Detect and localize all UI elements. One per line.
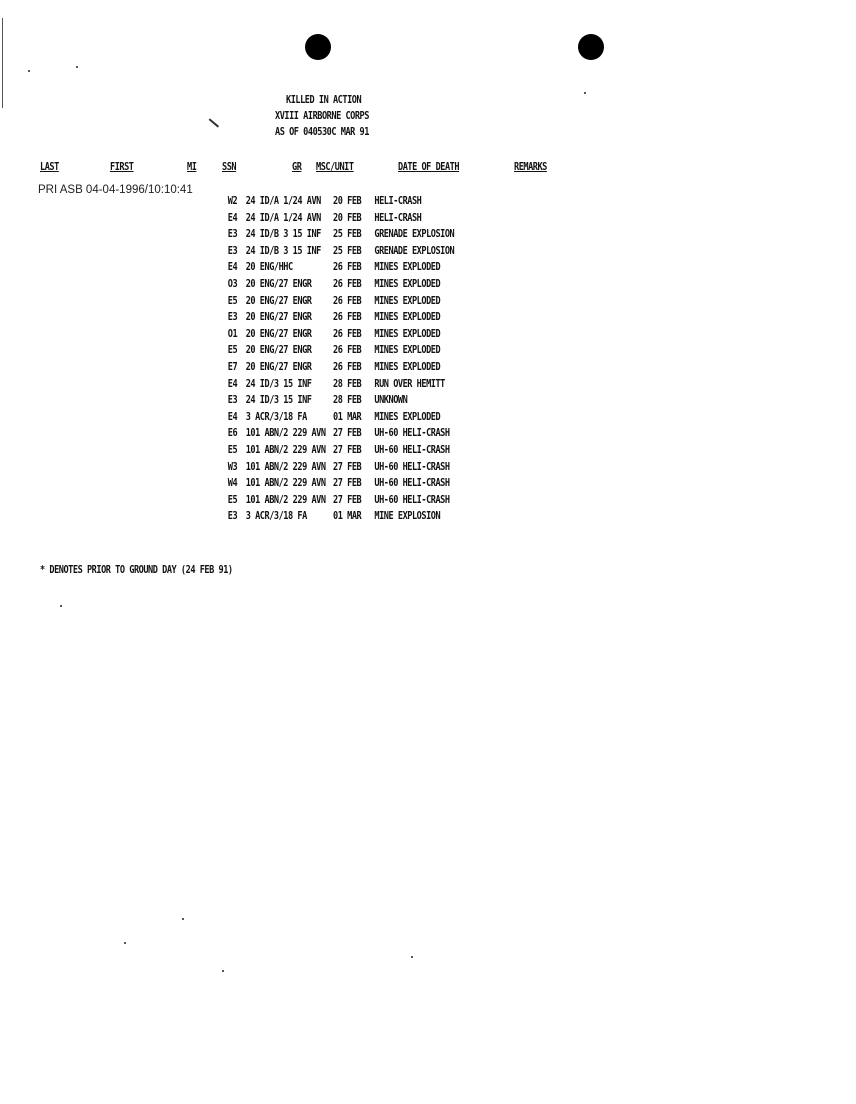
unit-line: XVIII AIRBORNE CORPS — [275, 109, 369, 122]
cell-grade: E3 — [227, 509, 238, 523]
cell-unit: 24 ID/3 15 INF — [245, 376, 312, 390]
cell-unit: 101 ABN/2 229 AVN — [245, 443, 326, 456]
cell-unit: 24 ID/B 3 15 INF — [245, 227, 321, 241]
cell-grade: E3 — [227, 310, 238, 324]
cell-unit: 24 ID/A 1/24 AVN — [245, 210, 321, 224]
cell-remarks: UH-60 HELI-CRASH — [374, 476, 450, 490]
cell-grade: O3 — [227, 277, 238, 290]
col-date-of-death: DATE OF DEATH — [398, 160, 460, 173]
cell-remarks: MINES EXPLODED — [374, 409, 441, 423]
col-gr: GR — [292, 160, 302, 173]
cell-unit: 3 ACR/3/18 FA — [245, 509, 307, 523]
cell-remarks: MINES EXPLODED — [374, 310, 441, 324]
cell-date: 27 FEB — [333, 492, 362, 506]
cell-unit: 24 ID/A 1/24 AVN — [245, 194, 321, 207]
cell-unit: 101 ABN/2 229 AVN — [245, 426, 326, 440]
cell-date: 27 FEB — [333, 443, 362, 456]
title-line: KILLED IN ACTION — [286, 93, 362, 106]
scan-speck — [222, 970, 224, 972]
scan-edge-line — [2, 18, 3, 108]
cell-date: 26 FEB — [333, 293, 362, 307]
cell-date: 28 FEB — [333, 393, 362, 407]
cell-remarks: HELI-CRASH — [374, 210, 422, 224]
cell-unit: 20 ENG/27 ENGR — [245, 277, 312, 290]
scan-speck — [124, 942, 126, 944]
cell-remarks: MINES EXPLODED — [374, 360, 441, 373]
cell-date: 20 FEB — [333, 210, 362, 224]
cell-unit: 20 ENG/27 ENGR — [245, 310, 312, 324]
cell-remarks: UH-60 HELI-CRASH — [374, 459, 450, 473]
cell-unit: 101 ABN/2 229 AVN — [245, 459, 326, 473]
col-last: LAST — [40, 160, 59, 173]
cell-remarks: MINES EXPLODED — [374, 343, 441, 357]
scan-mark — [209, 118, 219, 127]
cell-date: 27 FEB — [333, 476, 362, 490]
scan-speck — [411, 956, 413, 958]
cell-remarks: MINES EXPLODED — [374, 326, 441, 340]
scan-speck — [76, 66, 78, 68]
cell-grade: W3 — [227, 459, 238, 473]
cell-date: 28 FEB — [333, 376, 362, 390]
cell-grade: E3 — [227, 393, 238, 407]
cell-unit: 101 ABN/2 229 AVN — [245, 492, 326, 506]
cell-remarks: RUN OVER HEMITT — [374, 376, 445, 390]
cell-remarks: MINES EXPLODED — [374, 277, 441, 290]
cell-date: 26 FEB — [333, 360, 362, 373]
cell-grade: E4 — [227, 376, 238, 390]
punch-hole-right — [578, 34, 604, 60]
scan-speck — [182, 918, 184, 920]
col-msc-unit: MSC/UNIT — [316, 160, 354, 173]
cell-grade: E5 — [227, 293, 238, 307]
cell-date: 26 FEB — [333, 343, 362, 357]
cell-unit: 20 ENG/27 ENGR — [245, 343, 312, 357]
punch-hole-left — [305, 34, 331, 60]
cell-unit: 20 ENG/HHC — [245, 260, 293, 274]
cell-date: 26 FEB — [333, 310, 362, 324]
cell-grade: E7 — [227, 360, 238, 373]
scan-speck — [584, 92, 586, 94]
cell-grade: E5 — [227, 443, 238, 456]
cell-grade: E3 — [227, 227, 238, 241]
cell-remarks: MINE EXPLOSION — [374, 509, 441, 523]
scan-speck — [28, 70, 30, 72]
cell-unit: 20 ENG/27 ENGR — [245, 293, 312, 307]
cell-date: 25 FEB — [333, 227, 362, 241]
cell-unit: 24 ID/3 15 INF — [245, 393, 312, 407]
cell-date: 27 FEB — [333, 426, 362, 440]
cell-unit: 20 ENG/27 ENGR — [245, 326, 312, 340]
as-of-line: AS OF 040530C MAR 91 — [275, 125, 369, 138]
cell-remarks: UH-60 HELI-CRASH — [374, 492, 450, 506]
footnote: * DENOTES PRIOR TO GROUND DAY (24 FEB 91) — [40, 563, 233, 576]
cell-remarks: HELI-CRASH — [374, 194, 422, 207]
cell-grade: E4 — [227, 409, 238, 423]
cell-grade: E5 — [227, 343, 238, 357]
cell-date: 27 FEB — [333, 459, 362, 473]
cell-remarks: GRENADE EXPLOSION — [374, 227, 455, 241]
col-mi: MI — [187, 160, 197, 173]
cell-remarks: UNKNOWN — [374, 393, 408, 407]
cell-date: 26 FEB — [333, 260, 362, 274]
cell-date: 25 FEB — [333, 243, 362, 257]
cell-unit: 3 ACR/3/18 FA — [245, 409, 307, 423]
cell-remarks: UH-60 HELI-CRASH — [374, 426, 450, 440]
cell-remarks: UH-60 HELI-CRASH — [374, 443, 450, 456]
cell-grade: E5 — [227, 492, 238, 506]
cell-grade: W4 — [227, 476, 238, 490]
cell-grade: E6 — [227, 426, 238, 440]
cell-date: 26 FEB — [333, 326, 362, 340]
cell-remarks: MINES EXPLODED — [374, 293, 441, 307]
print-stamp: PRI ASB 04-04-1996/10:10:41 — [38, 184, 193, 196]
cell-date: 01 MAR — [333, 409, 362, 423]
cell-grade: E4 — [227, 210, 238, 224]
cell-remarks: MINES EXPLODED — [374, 260, 441, 274]
col-remarks: REMARKS — [514, 160, 547, 173]
scan-speck — [60, 605, 62, 607]
cell-unit: 20 ENG/27 ENGR — [245, 360, 312, 373]
cell-grade: O1 — [227, 326, 238, 340]
cell-date: 01 MAR — [333, 509, 362, 523]
cell-unit: 101 ABN/2 229 AVN — [245, 476, 326, 490]
cell-date: 20 FEB — [333, 194, 362, 207]
col-first: FIRST — [110, 160, 134, 173]
cell-remarks: GRENADE EXPLOSION — [374, 243, 455, 257]
cell-grade: W2 — [227, 194, 238, 207]
cell-date: 26 FEB — [333, 277, 362, 290]
cell-grade: E3 — [227, 243, 238, 257]
cell-grade: E4 — [227, 260, 238, 274]
cell-unit: 24 ID/B 3 15 INF — [245, 243, 321, 257]
col-ssn: SSN — [222, 160, 237, 173]
